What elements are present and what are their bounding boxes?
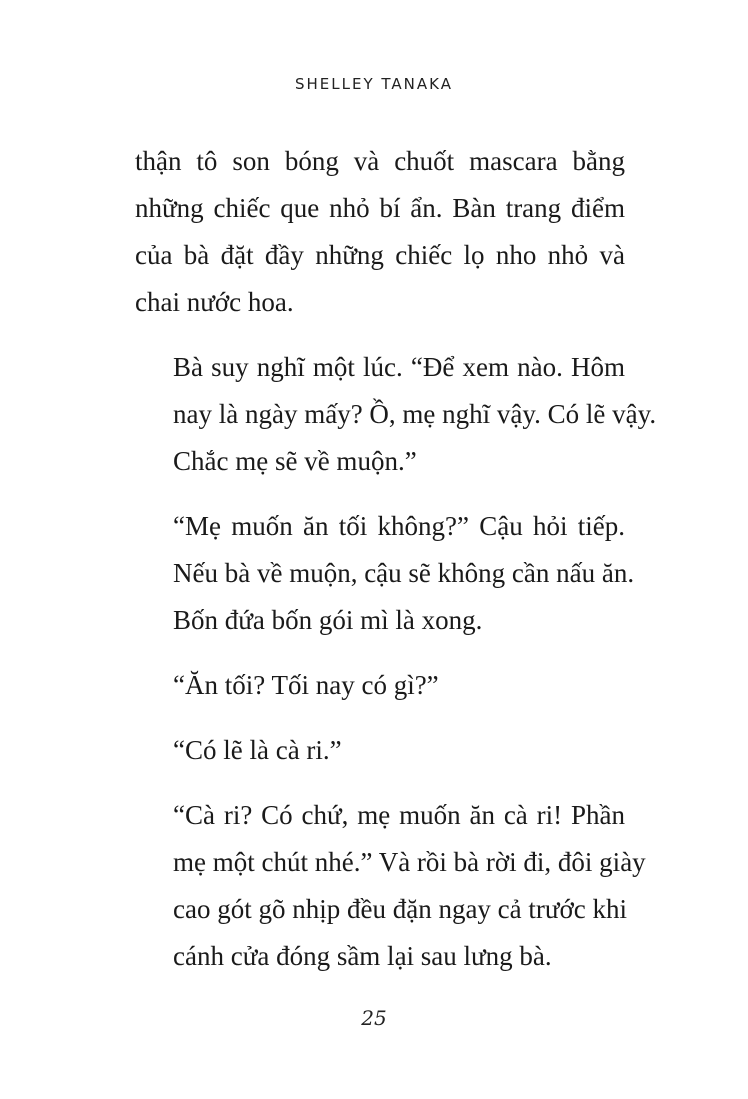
paragraph-1 [135,138,625,326]
text-line: Nếu bà về muộn, cậu sẽ không cần nấu ăn. [173,558,635,588]
paragraph-5 [135,727,625,774]
text-line: “Ăn tối? Tối nay có gì?” [173,670,439,700]
paragraph-2 [135,344,657,485]
text-line: “Có lẽ là cà ri.” [173,735,342,765]
text-line: Bốn đứa bốn gói mì là xong. [173,605,483,635]
body-text [135,138,657,998]
text-line: cánh cửa đóng sầm lại sau lưng bà. [173,941,552,971]
text-line: những chiếc que nhỏ bí ẩn. Bàn trang điểm [135,193,625,223]
page-number: 25 [361,1006,387,1030]
text-line: Chắc mẹ sẽ về muộn.” [173,446,417,476]
paragraph-4 [135,662,625,709]
paragraph-3 [135,503,635,644]
text-line: của bà đặt đầy những chiếc lọ nho nhỏ và [135,240,625,270]
text-line: nay là ngày mấy? Ồ, mẹ nghĩ vậy. Có lẽ vậy. [173,399,657,429]
paragraph-6 [135,792,646,980]
running-head-author: SHELLEY TANAKA [295,75,453,93]
text-line: mẹ một chút nhé.” Và rồi bà rời đi, đôi giày [173,847,646,877]
text-line: “Cà ri? Có chứ, mẹ muốn ăn cà ri! Phần [173,800,625,830]
text-line: thận tô son bóng và chuốt mascara bằng [135,146,625,176]
text-line: chai nước hoa. [135,287,294,317]
text-line: “Mẹ muốn ăn tối không?” Cậu hỏi tiếp. [173,511,625,541]
text-line: Bà suy nghĩ một lúc. “Để xem nào. Hôm [173,352,625,382]
text-line: cao gót gõ nhịp đều đặn ngay cả trước khi [173,894,628,924]
